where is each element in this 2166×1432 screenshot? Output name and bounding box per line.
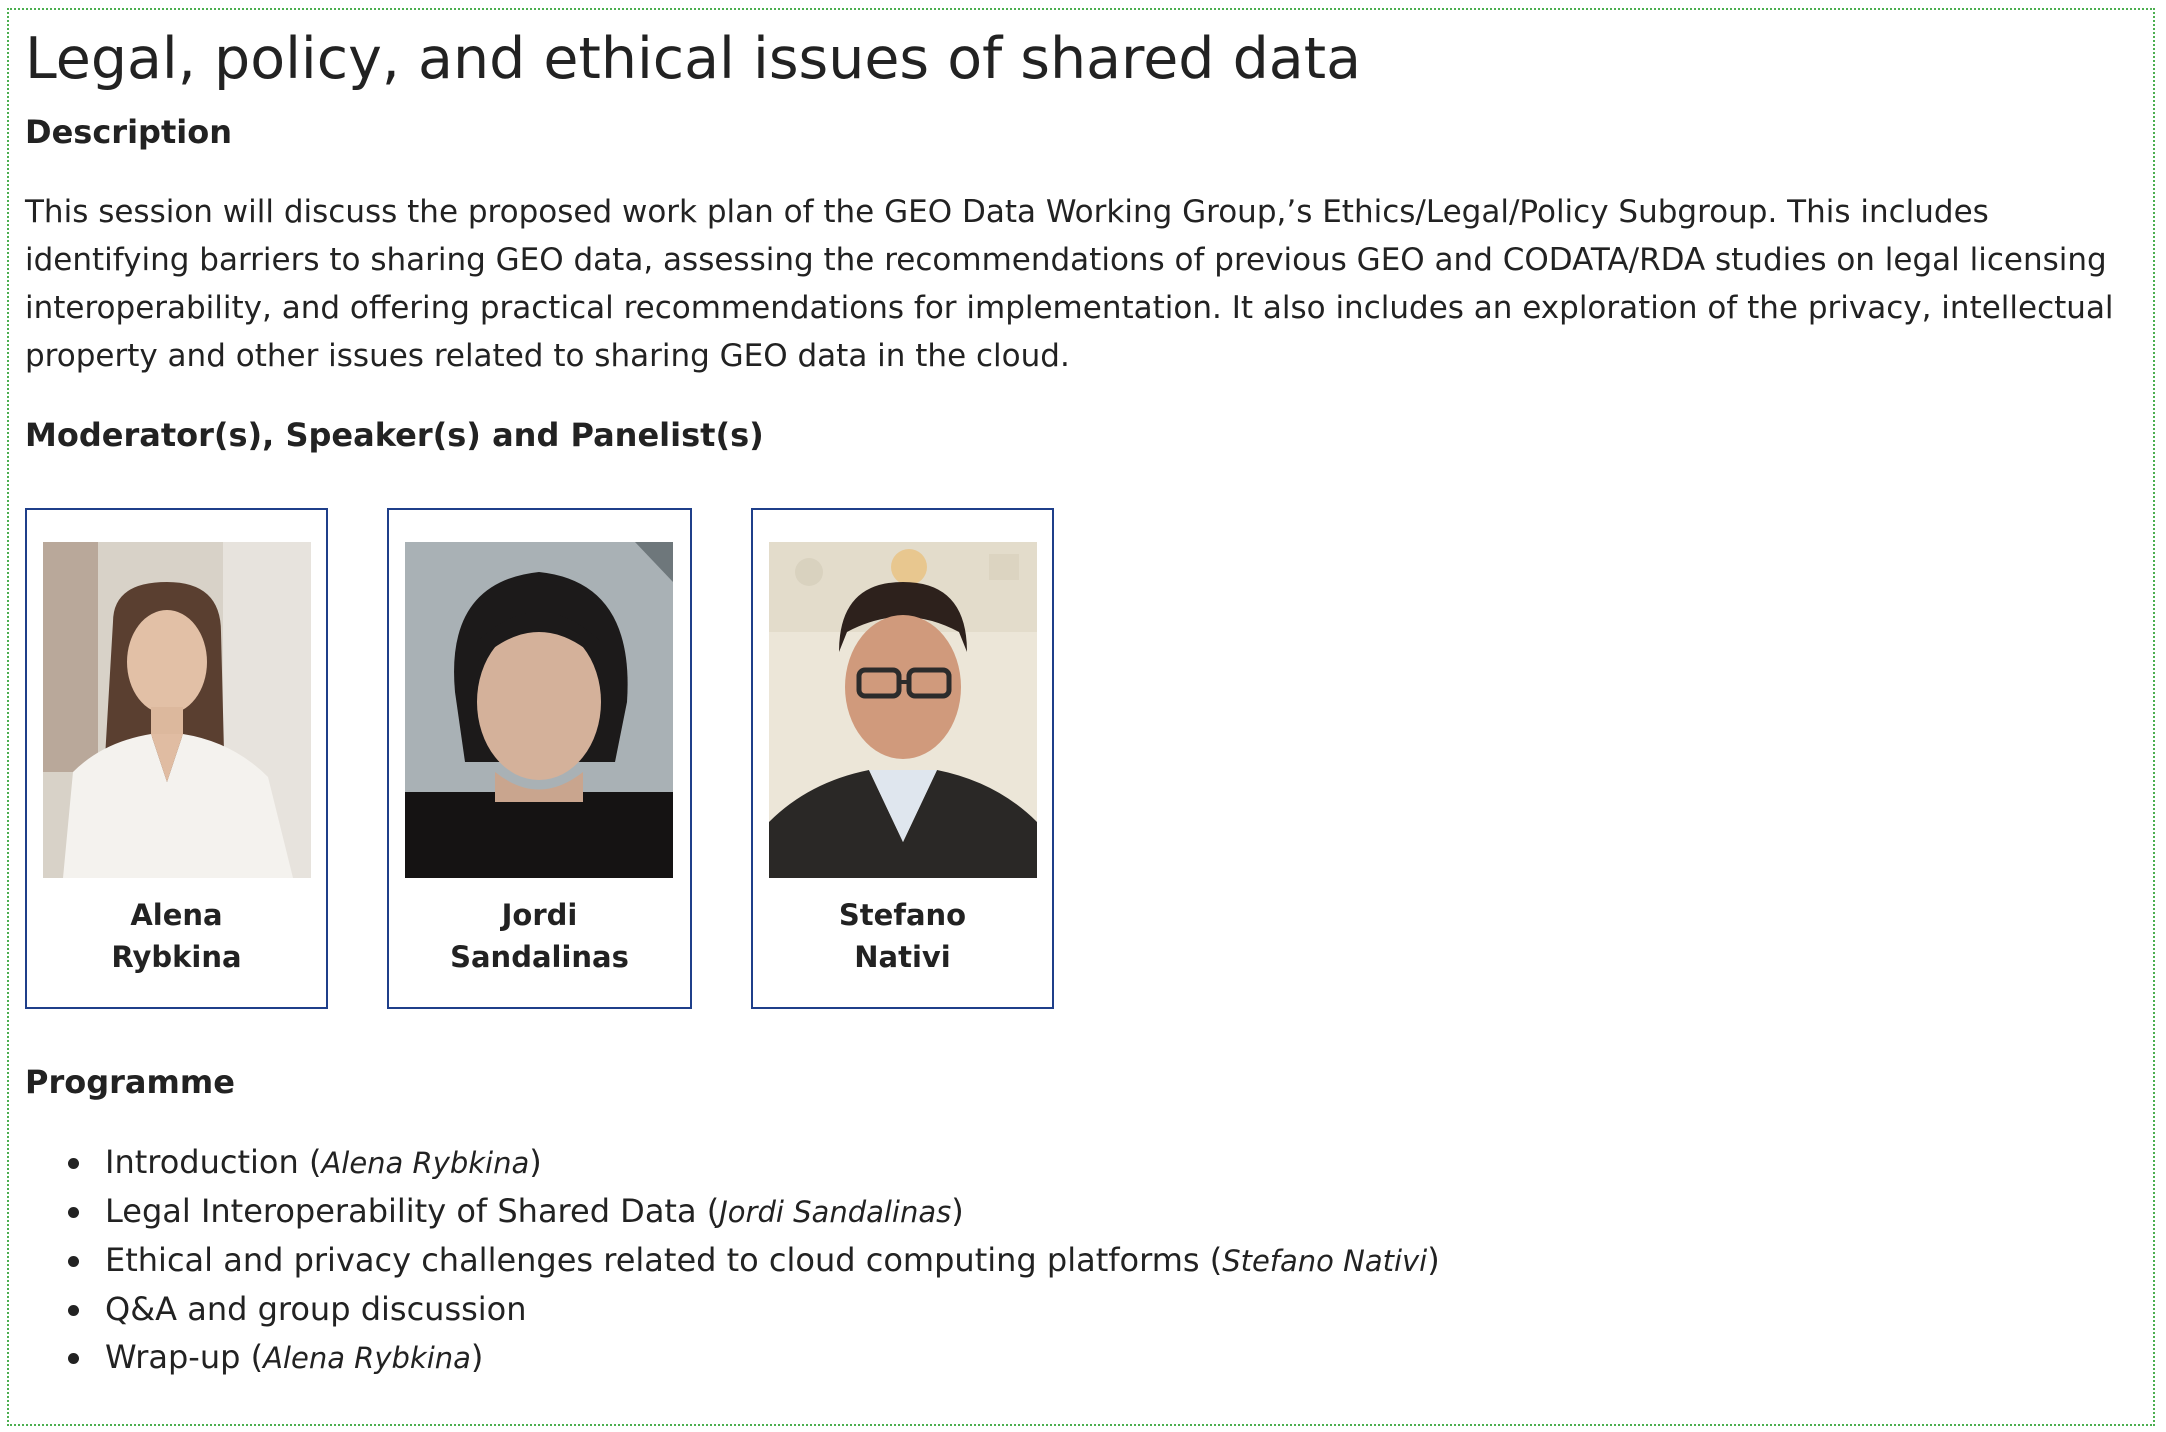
programme-list xyxy=(25,1138,1440,1382)
speaker-name[interactable]: Jordi Sandalinas xyxy=(450,898,629,974)
programme-item: Ethical and privacy challenges related to cloud computing platforms (Stefano Nativi) xyxy=(25,1236,1440,1285)
programme-item: Legal Interoperability of Shared Data (Jordi Sandalinas) xyxy=(25,1187,1440,1236)
programme-item: Introduction (Alena Rybkina) xyxy=(25,1138,1440,1187)
speaker-photo[interactable] xyxy=(769,542,1037,878)
description-heading: Description xyxy=(25,113,232,151)
bullet-icon xyxy=(68,1256,79,1267)
programme-heading: Programme xyxy=(25,1063,235,1101)
page-title: Legal, policy, and ethical issues of shared data xyxy=(25,26,1361,92)
speaker-card-stefano-nativi[interactable] xyxy=(751,508,1054,1009)
programme-item: Wrap-up (Alena Rybkina) xyxy=(25,1333,1440,1382)
bullet-icon xyxy=(68,1305,79,1316)
bullet-icon xyxy=(68,1158,79,1169)
portrait-image xyxy=(405,542,673,878)
speaker-card-jordi-sandalinas[interactable] xyxy=(387,508,692,1009)
portrait-image xyxy=(43,542,311,878)
speaker-name[interactable]: Alena Rybkina xyxy=(111,898,242,974)
bullet-icon xyxy=(68,1207,79,1218)
speakers-heading: Moderator(s), Speaker(s) and Panelist(s) xyxy=(25,416,764,454)
speaker-name[interactable]: Stefano Nativi xyxy=(838,898,967,974)
speaker-photo[interactable] xyxy=(405,542,673,878)
speaker-photo[interactable] xyxy=(43,542,311,878)
portrait-image xyxy=(769,542,1037,878)
bullet-icon xyxy=(68,1353,79,1364)
programme-item: Q&A and group discussion xyxy=(25,1285,1440,1333)
description-text: This session will discuss the proposed work plan of the GEO Data Working Group,’s Ethics/Legal/Policy Subgroup. This includes identifying barriers to sharing GEO data, assessing the recommendations of previous GEO and CODATA/RDA studies on legal licensing interoperability, and offering practical recommendations for implementation. It also includes an exploration of the privacy, intellectual property and other issues related to sharing GEO data in the cloud. xyxy=(25,194,2114,374)
speaker-card-alena-rybkina[interactable] xyxy=(25,508,328,1009)
